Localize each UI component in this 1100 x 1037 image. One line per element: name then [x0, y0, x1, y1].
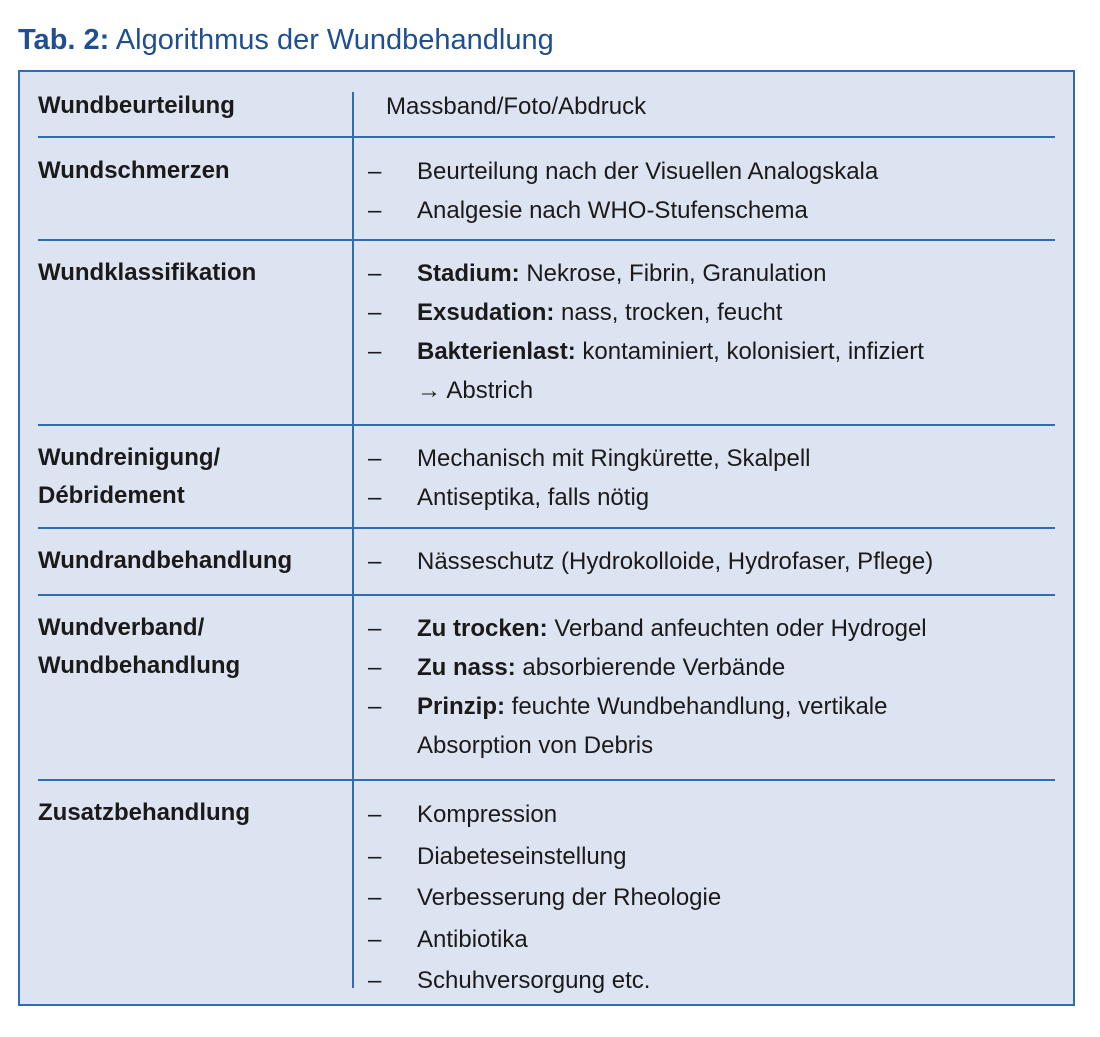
dash-bullet: – [368, 548, 382, 575]
dash-bullet: – [368, 484, 382, 511]
dash-bullet: – [368, 693, 382, 720]
table-row [38, 152, 1055, 238]
list-item: – Zu trocken: Verband anfeuchten oder Hydrogel [368, 609, 1055, 648]
row-separator [38, 136, 1055, 138]
list-item: – Analgesie nach WHO-Stufenschema [368, 191, 1055, 230]
list-item: – Diabeteseinstellung [368, 836, 1055, 878]
dash-bullet: – [368, 299, 382, 326]
dash-bullet: – [368, 842, 382, 870]
row-content [368, 439, 1055, 517]
caption-title: Algorithmus der Wundbehandlung [115, 24, 554, 56]
dash-bullet: – [368, 884, 382, 911]
row-content [368, 542, 1055, 581]
dash-bullet: – [368, 967, 382, 994]
row-content [368, 794, 1055, 1002]
list-item: – Antibiotika [368, 919, 1055, 961]
list-item: – Beurteilung nach der Visuellen Analogskala [368, 152, 1055, 191]
row-content [368, 254, 1055, 410]
dash-bullet: – [368, 445, 382, 472]
list-item: – Prinzip: feuchte Wundbehandlung, vertikale Absorption von Debris [368, 687, 997, 765]
row-content [368, 609, 1055, 765]
table-row [38, 542, 1055, 590]
dash-bullet: – [368, 338, 382, 365]
caption-number: Tab. 2: [18, 24, 110, 56]
list-item: – Schuhversorgung etc. [368, 960, 1055, 1002]
row-separator [38, 594, 1055, 596]
row-separator [38, 424, 1055, 426]
row-label: Wundrandbehandlung [38, 547, 293, 574]
list-item: – Antiseptika, falls nötig [368, 478, 1055, 517]
list-item: – Mechanisch mit Ringkürette, Skalpell [368, 439, 1055, 478]
row-content [368, 152, 1055, 230]
dash-bullet: – [368, 801, 382, 828]
row-label: Zusatzbehandlung [38, 799, 250, 826]
row-separator [38, 779, 1055, 781]
table-caption [18, 22, 554, 58]
list-item: – Kompression [368, 794, 1055, 836]
row-label: Wundverband/ Wundbehandlung [38, 614, 241, 679]
list-item: – Zu nass: absorbierende Verbände [368, 648, 1055, 687]
table-row [38, 254, 1055, 414]
dash-bullet: – [368, 197, 382, 224]
row-label: Wundbeurteilung [38, 92, 235, 119]
list-item: – Exsudation: nass, trocken, feucht [368, 293, 1055, 332]
dash-bullet: – [368, 654, 382, 681]
row-label: Wundklassifikation [38, 259, 257, 286]
table-row [38, 794, 1055, 994]
dash-bullet: – [368, 925, 382, 953]
wound-treatment-table [18, 70, 1075, 1006]
list-item: – Verbesserung der Rheologie [368, 877, 1055, 919]
dash-bullet: – [368, 615, 382, 642]
list-item: – Bakterienlast: kontaminiert, kolonisiert, infiziert → Abstrich [368, 332, 937, 410]
table-row [38, 87, 1055, 132]
list-item: – Stadium: Nekrose, Fibrin, Granulation [368, 254, 1055, 293]
dash-bullet: – [368, 158, 382, 185]
row-separator [38, 239, 1055, 241]
row-label: Wundschmerzen [38, 157, 230, 184]
table-row [38, 609, 1055, 769]
row-value: Massband/Foto/Abdruck [386, 93, 647, 120]
row-separator [38, 527, 1055, 529]
row-label: Wundreinigung/ Débridement [38, 444, 221, 509]
table-row [38, 439, 1055, 525]
list-item: – Nässeschutz (Hydrokolloide, Hydrofaser, Pflege) [368, 542, 1055, 581]
row-content [368, 87, 1055, 126]
dash-bullet: – [368, 260, 382, 287]
